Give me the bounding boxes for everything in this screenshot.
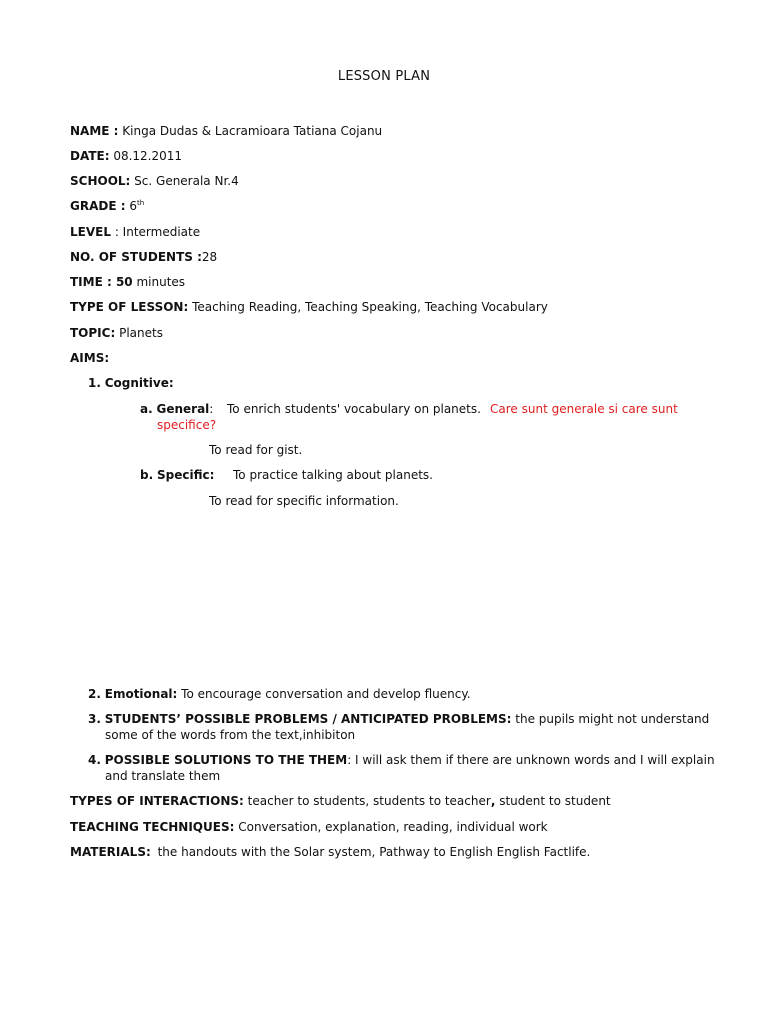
- type-row: [70, 299, 548, 315]
- topic-value: Planets: [119, 326, 163, 340]
- topic-row: [70, 325, 163, 341]
- name-label: NAME :: [70, 124, 119, 138]
- aims-row: [70, 350, 109, 366]
- type-label: TYPE OF LESSON:: [70, 300, 189, 314]
- topic-label: TOPIC:: [70, 326, 116, 340]
- cognitive-row: [88, 375, 174, 391]
- grade-row: [70, 198, 144, 214]
- time-label: TIME : 50: [70, 275, 133, 289]
- school-label: SCHOOL:: [70, 174, 131, 188]
- interactions-comma: ,: [490, 794, 496, 808]
- techniques-label: TEACHING TECHNIQUES:: [70, 820, 235, 834]
- students-label: NO. OF STUDENTS :: [70, 250, 202, 264]
- specific-label: Specific:: [156, 468, 215, 482]
- cognitive-number: 1.: [88, 376, 101, 390]
- page-title: LESSON PLAN: [337, 69, 431, 84]
- type-value: Teaching Reading, Teaching Speaking, Teaching Vocabulary: [192, 300, 548, 314]
- problems-value-line1: the pupils might not understand: [515, 712, 710, 726]
- materials-label: MATERIALS:: [70, 845, 151, 859]
- grade-suffix: th: [136, 199, 145, 207]
- grade-value: 6: [129, 199, 137, 213]
- grade-label: GRADE :: [70, 199, 126, 213]
- techniques-row: [70, 819, 548, 835]
- time-row: [70, 274, 185, 290]
- name-row: [70, 123, 382, 139]
- problems-number: 3.: [88, 712, 101, 726]
- students-row: [70, 249, 217, 265]
- solutions-value-line2: and translate them: [105, 769, 221, 783]
- solutions-value-line1: : I will ask them if there are unknown words and I will explain: [347, 753, 715, 767]
- level-row: [70, 224, 200, 240]
- specific-row: [140, 467, 214, 483]
- interactions-value-a: teacher to students, students to teacher: [247, 794, 491, 808]
- general-number: a.: [140, 402, 153, 416]
- emotional-label: Emotional:: [104, 687, 178, 701]
- date-value: 08.12.2011: [113, 149, 183, 163]
- school-value: Sc. Generala Nr.4: [134, 174, 239, 188]
- general-colon: :: [209, 402, 214, 416]
- general-row: [140, 401, 213, 417]
- interactions-row: [70, 793, 611, 809]
- general-value-2: To read for gist.: [209, 443, 303, 457]
- solutions-row: [88, 752, 715, 768]
- problems-label: STUDENTS’ POSSIBLE PROBLEMS / ANTICIPATED PROBLEMS:: [104, 712, 512, 726]
- general-value: To enrich students' vocabulary on planets.: [227, 402, 481, 416]
- specific-value-2: To read for specific information.: [209, 494, 399, 508]
- level-value: : Intermediate: [114, 225, 201, 239]
- materials-row: [70, 844, 590, 860]
- solutions-number: 4.: [88, 753, 101, 767]
- solutions-label: POSSIBLE SOLUTIONS TO THE THEM: [104, 753, 348, 767]
- general-comment-line2: specifice?: [157, 418, 217, 432]
- date-label: DATE:: [70, 149, 110, 163]
- techniques-value: Conversation, explanation, reading, individual work: [238, 820, 548, 834]
- emotional-row: [88, 686, 471, 702]
- school-row: [70, 173, 239, 189]
- level-label: LEVEL: [70, 225, 111, 239]
- time-value: minutes: [136, 275, 186, 289]
- emotional-value: To encourage conversation and develop fluency.: [181, 687, 471, 701]
- materials-value: the handouts with the Solar system, Pathway to English English Factlife.: [157, 845, 591, 859]
- general-comment-line1: Care sunt generale si care sunt: [490, 402, 678, 416]
- interactions-value-b: student to student: [499, 794, 611, 808]
- specific-number: b.: [140, 468, 154, 482]
- aims-label: AIMS:: [70, 351, 110, 365]
- interactions-label: TYPES OF INTERACTIONS:: [70, 794, 244, 808]
- problems-row: [88, 711, 709, 727]
- problems-value-line2: some of the words from the text,inhibiton: [105, 728, 356, 742]
- emotional-number: 2.: [88, 687, 101, 701]
- cognitive-label: Cognitive:: [104, 376, 174, 390]
- name-value: Kinga Dudas & Lacramioara Tatiana Cojanu: [122, 124, 383, 138]
- general-label: General: [156, 402, 210, 416]
- students-value: 28: [201, 250, 218, 264]
- date-row: [70, 148, 182, 164]
- specific-value: To practice talking about planets.: [233, 468, 433, 482]
